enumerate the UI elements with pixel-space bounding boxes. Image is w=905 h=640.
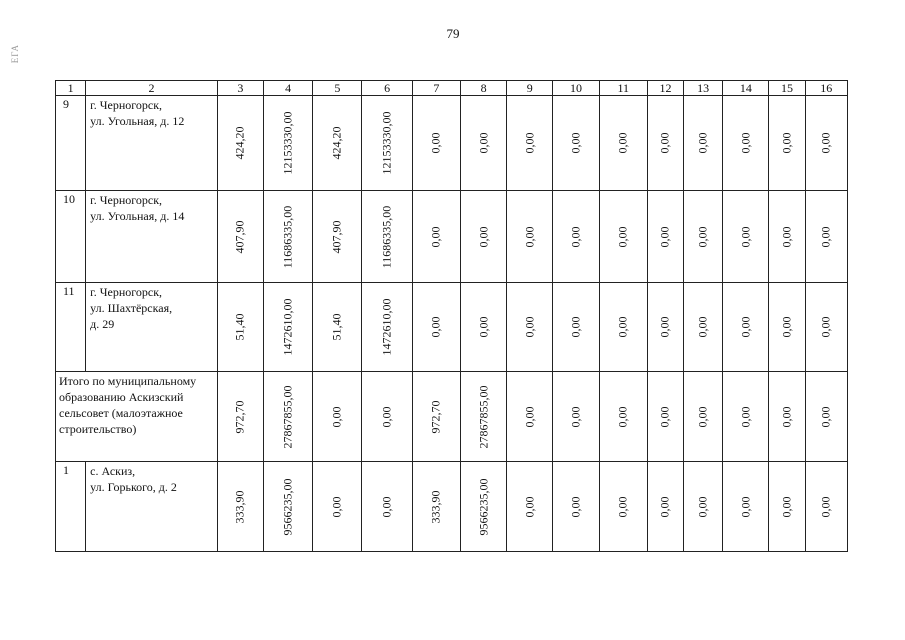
page-number: 79: [446, 26, 460, 41]
value-cell: [684, 96, 723, 191]
value-text: 0,00: [657, 406, 672, 427]
value-text: 0,00: [779, 406, 794, 427]
value-cell: [460, 372, 506, 462]
value-cell: [507, 191, 553, 283]
value-cell: [723, 283, 769, 372]
address-line: г. Черногорск,: [90, 193, 163, 207]
total-label-line: строительство): [59, 422, 137, 436]
table-total-row: [56, 372, 848, 462]
value-text: 0,00: [779, 226, 794, 247]
column-header: 4: [264, 81, 313, 96]
value-cell: [313, 283, 362, 372]
value-cell: [217, 372, 263, 462]
column-header: 15: [769, 81, 805, 96]
value-text: 972,70: [232, 400, 247, 433]
value-cell: [647, 372, 683, 462]
value-cell: [553, 372, 599, 462]
address-line: ул. Шахтёрская,: [90, 301, 173, 315]
value-text: 11686335,00: [379, 205, 394, 268]
table-row: [56, 96, 848, 191]
value-cell: [362, 372, 412, 462]
value-text: 0,00: [695, 406, 710, 427]
value-cell: [805, 191, 847, 283]
value-cell: [599, 283, 647, 372]
margin-mark: ЕГА: [10, 44, 20, 64]
value-cell: [460, 283, 506, 372]
column-header: 8: [460, 81, 506, 96]
address-line: г. Черногорск,: [90, 98, 163, 112]
value-text: 0,00: [818, 316, 833, 338]
value-text: 0,00: [568, 496, 583, 517]
value-cell: [507, 96, 553, 191]
value-text: 0,00: [568, 316, 583, 338]
address-line: ул. Горького, д. 2: [90, 480, 177, 494]
value-text: 0,00: [522, 406, 537, 427]
value-text: 0,00: [428, 316, 443, 338]
total-label: [56, 372, 218, 462]
value-text: 0,00: [738, 316, 753, 338]
column-header: 16: [805, 81, 847, 96]
value-text: 972,70: [428, 400, 443, 433]
value-cell: [553, 96, 599, 191]
value-text: 0,00: [818, 496, 833, 517]
address-line: ул. Угольная, д. 12: [90, 114, 185, 128]
table-row: [56, 462, 848, 552]
value-cell: [723, 372, 769, 462]
value-cell: [264, 462, 313, 552]
row-number: 11: [56, 283, 86, 372]
value-cell: [769, 462, 805, 552]
value-cell: [507, 372, 553, 462]
column-header: 11: [599, 81, 647, 96]
address-line: ул. Угольная, д. 14: [90, 209, 185, 223]
value-text: 0,00: [522, 226, 537, 247]
row-number: 10: [56, 191, 86, 283]
value-cell: [412, 462, 460, 552]
value-text: 11686335,00: [280, 205, 295, 268]
address-cell: [86, 191, 218, 283]
value-cell: [647, 283, 683, 372]
value-cell: [723, 191, 769, 283]
value-cell: [805, 462, 847, 552]
value-text: 0,00: [568, 226, 583, 247]
value-text: 0,00: [818, 226, 833, 247]
value-text: 0,00: [738, 406, 753, 427]
value-text: 424,20: [232, 126, 247, 160]
total-label-line: образованию Аскизский: [59, 390, 184, 404]
value-cell: [264, 283, 313, 372]
value-text: 0,00: [428, 226, 443, 247]
value-cell: [313, 462, 362, 552]
value-cell: [362, 96, 412, 191]
value-cell: [362, 191, 412, 283]
value-text: 0,00: [779, 316, 794, 338]
column-header: 9: [507, 81, 553, 96]
value-cell: [362, 462, 412, 552]
column-header: 7: [412, 81, 460, 96]
value-cell: [599, 372, 647, 462]
column-header: 2: [86, 81, 218, 96]
address-cell: [86, 96, 218, 191]
table-header-row: [56, 81, 848, 96]
value-text: 0,00: [615, 132, 630, 154]
total-label-line: Итого по муниципальному: [59, 374, 197, 388]
value-text: 51,40: [232, 313, 247, 341]
value-text: 0,00: [379, 496, 394, 517]
value-cell: [217, 283, 263, 372]
value-cell: [769, 96, 805, 191]
value-cell: [313, 191, 362, 283]
column-header: 12: [647, 81, 683, 96]
value-cell: [684, 462, 723, 552]
value-cell: [507, 283, 553, 372]
value-text: 0,00: [615, 496, 630, 517]
value-cell: [460, 191, 506, 283]
value-cell: [723, 462, 769, 552]
value-cell: [553, 283, 599, 372]
value-cell: [805, 96, 847, 191]
value-text: 0,00: [695, 496, 710, 517]
value-cell: [769, 191, 805, 283]
column-header: 10: [553, 81, 599, 96]
value-cell: [647, 462, 683, 552]
value-text: 0,00: [615, 406, 630, 427]
value-text: 1472610,00: [280, 298, 295, 356]
value-text: 0,00: [695, 316, 710, 338]
value-text: 0,00: [522, 316, 537, 338]
value-cell: [264, 96, 313, 191]
table-row: [56, 191, 848, 283]
value-text: 12153330,00: [280, 111, 295, 175]
value-cell: [599, 96, 647, 191]
value-cell: [313, 372, 362, 462]
value-text: 0,00: [657, 316, 672, 338]
address-line: д. 29: [90, 317, 115, 331]
value-text: 0,00: [568, 132, 583, 154]
value-text: 0,00: [695, 132, 710, 154]
value-text: 27867855,00: [476, 385, 491, 448]
value-text: 51,40: [329, 313, 344, 341]
value-cell: [553, 191, 599, 283]
value-text: 12153330,00: [379, 111, 394, 175]
value-cell: [805, 372, 847, 462]
row-number: 9: [56, 96, 86, 191]
value-text: 0,00: [329, 406, 344, 427]
column-header: 3: [217, 81, 263, 96]
value-text: 0,00: [522, 496, 537, 517]
value-text: 0,00: [657, 496, 672, 517]
address-line: с. Аскиз,: [90, 464, 136, 478]
value-text: 0,00: [568, 406, 583, 427]
value-text: 0,00: [522, 132, 537, 154]
value-cell: [217, 462, 263, 552]
value-text: 0,00: [779, 132, 794, 154]
value-cell: [769, 283, 805, 372]
value-text: 0,00: [738, 226, 753, 247]
value-text: 9566235,00: [476, 478, 491, 535]
value-text: 0,00: [428, 132, 443, 154]
value-cell: [507, 462, 553, 552]
value-cell: [805, 283, 847, 372]
value-text: 27867855,00: [280, 385, 295, 448]
value-text: 0,00: [476, 316, 491, 338]
value-text: 333,90: [428, 490, 443, 523]
value-cell: [412, 283, 460, 372]
value-cell: [684, 372, 723, 462]
value-text: 0,00: [695, 226, 710, 247]
value-cell: [460, 462, 506, 552]
value-text: 407,90: [329, 220, 344, 253]
column-header: 14: [723, 81, 769, 96]
value-cell: [362, 283, 412, 372]
value-text: 407,90: [232, 220, 247, 253]
total-label-line: сельсовет (малоэтажное: [59, 406, 183, 420]
value-cell: [217, 191, 263, 283]
value-text: 0,00: [657, 132, 672, 154]
data-table: [55, 80, 848, 552]
value-text: 0,00: [657, 226, 672, 247]
value-text: 0,00: [779, 496, 794, 517]
value-cell: [412, 96, 460, 191]
value-text: 0,00: [476, 132, 491, 154]
address-cell: [86, 283, 218, 372]
value-cell: [684, 283, 723, 372]
value-cell: [217, 96, 263, 191]
value-text: 0,00: [379, 406, 394, 427]
value-text: 0,00: [329, 496, 344, 517]
column-header: 1: [56, 81, 86, 96]
value-text: 0,00: [615, 226, 630, 247]
value-text: 1472610,00: [379, 298, 394, 356]
value-cell: [313, 96, 362, 191]
value-cell: [264, 191, 313, 283]
value-cell: [599, 462, 647, 552]
value-cell: [647, 96, 683, 191]
value-cell: [553, 462, 599, 552]
value-cell: [647, 191, 683, 283]
value-text: 0,00: [818, 132, 833, 154]
value-cell: [684, 191, 723, 283]
value-text: 424,20: [329, 126, 344, 160]
row-number: 1: [56, 462, 86, 552]
value-text: 0,00: [476, 226, 491, 247]
value-cell: [412, 372, 460, 462]
value-text: 0,00: [818, 406, 833, 427]
value-text: 0,00: [738, 496, 753, 517]
column-header: 13: [684, 81, 723, 96]
value-text: 9566235,00: [280, 478, 295, 535]
column-header: 6: [362, 81, 412, 96]
value-cell: [599, 191, 647, 283]
table-row: [56, 283, 848, 372]
value-cell: [723, 96, 769, 191]
value-text: 333,90: [232, 490, 247, 523]
value-cell: [769, 372, 805, 462]
address-cell: [86, 462, 218, 552]
value-cell: [264, 372, 313, 462]
value-cell: [460, 96, 506, 191]
value-text: 0,00: [738, 132, 753, 154]
value-cell: [412, 191, 460, 283]
address-line: г. Черногорск,: [90, 285, 163, 299]
value-text: 0,00: [615, 316, 630, 338]
column-header: 5: [313, 81, 362, 96]
